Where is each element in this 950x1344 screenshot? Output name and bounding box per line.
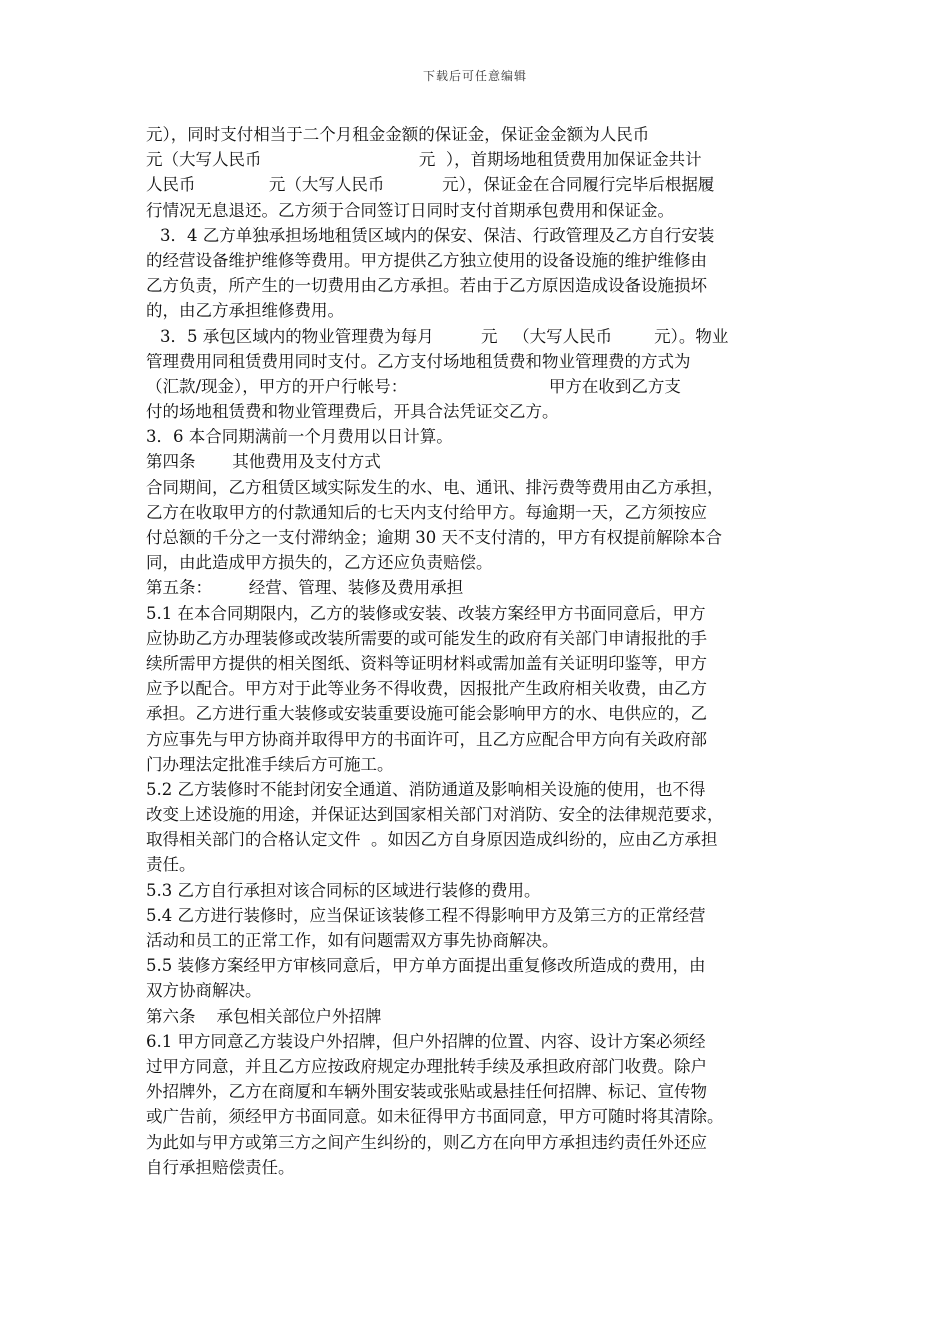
- body-line: 6.1 甲方同意乙方装设户外招牌，但户外招牌的位置、内容、设计方案必须经: [146, 1031, 706, 1051]
- body-line: 3．5 承包区域内的物业管理费为每月 元 （大写人民币 元）。物业: [160, 326, 729, 346]
- body-line: 5.1 在本合同期限内，乙方的装修或安装、改装方案经甲方书面同意后，甲方: [146, 603, 706, 623]
- body-line: 付总额的千分之一支付滞纳金；逾期 30 天不支付清的，甲方有权提前解除本合: [146, 528, 722, 547]
- body-line: 应协助乙方办理装修或改装所需要的或可能发生的政府有关部门申请报批的手: [146, 628, 707, 648]
- section-heading: 第四条 其他费用及支付方式: [146, 452, 381, 472]
- page-header-note: 下载后可任意编辑: [422, 69, 527, 83]
- body-line: 元），同时支付相当于二个月租金金额的保证金，保证金金额为人民币: [146, 125, 650, 144]
- body-line: 改变上述设施的用途，并保证达到国家相关部门对消防、安全的法律规范要求，: [146, 805, 724, 825]
- body-line: 3．6 本合同期满前一个月费用以日计算。: [146, 427, 453, 447]
- body-line: 外招牌外，乙方在商厦和车辆外围安装或张贴或悬挂任何招牌、标记、宣传物: [146, 1082, 707, 1102]
- body-line: 乙方负责，所产生的一切费用由乙方承担。若由于乙方原因造成设备设施损坏: [146, 276, 707, 296]
- body-line: （汇款/现金），甲方的开户行帐号： 甲方在收到乙方支: [146, 376, 681, 396]
- body-line: 5.3 乙方自行承担对该合同标的区域进行装修的费用。: [146, 880, 541, 900]
- section-heading: 第六条 承包相关部位户外招牌: [146, 1006, 382, 1026]
- body-line: 活动和员工的正常工作，如有问题需双方事先协商解决。: [146, 931, 559, 950]
- body-line: 双方协商解决。: [146, 981, 262, 1001]
- body-line: 5.5 装修方案经甲方审核同意后，甲方单方面提出重复修改所造成的费用，由: [146, 956, 706, 976]
- body-line: 的，由乙方承担维修费用。: [146, 301, 344, 321]
- body-line: 付的场地租赁费和物业管理费后，开具合法凭证交乙方。: [146, 402, 559, 422]
- body-line: 乙方在收取甲方的付款通知后的七天内支付给甲方。每逾期一天，乙方须按应: [146, 502, 707, 522]
- body-line: 取得相关部门的合格认定文件 。如因乙方自身原因造成纠纷的，应由乙方承担: [146, 830, 718, 850]
- body-line: 续所需甲方提供的相关图纸、资料等证明材料或需加盖有关证明印鉴等，甲方: [146, 653, 707, 673]
- body-line: 3．4 乙方单独承担场地租赁区域内的保安、保洁、行政管理及乙方自行安装: [160, 225, 715, 245]
- body-line: 承担。乙方进行重大装修或安装重要设施可能会影响甲方的水、电供应的，乙: [146, 704, 707, 724]
- body-line: 应予以配合。甲方对于此等业务不得收费，因报批产生政府相关收费，由乙方: [146, 679, 707, 699]
- section-heading: 第五条： 经营、管理、装修及费用承担: [146, 578, 464, 598]
- body-line: 人民币 元（大写人民币 元），保证金在合同履行完毕后根据履: [146, 175, 715, 195]
- document-body: [146, 122, 816, 1180]
- body-line: 合同期间，乙方租赁区域实际发生的水、电、通讯、排污费等费用由乙方承担，: [146, 477, 724, 497]
- body-line: 门办理法定批准手续后方可施工。: [146, 754, 394, 774]
- body-line: 行情况无息退还。乙方须于合同签订日同时支付首期承包费用和保证金。: [146, 200, 674, 220]
- body-line: 元（大写人民币 元 ），首期场地租赁费用加保证金共计: [146, 150, 702, 170]
- body-line: 的经营设备维护维修等费用。甲方提供乙方独立使用的设备设施的维护维修由: [146, 250, 707, 270]
- body-line: 过甲方同意，并且乙方应按政府规定办理批转手续及承担政府部门收费。除户: [146, 1056, 707, 1076]
- body-line: 或广告前，须经甲方书面同意。如未征得甲方书面同意，甲方可随时将其清除。: [146, 1107, 724, 1127]
- body-line: 责任。: [146, 855, 196, 875]
- body-line: 方应事先与甲方协商并取得甲方的书面许可，且乙方应配合甲方向有关政府部: [146, 729, 707, 749]
- body-line: 为此如与甲方或第三方之间产生纠纷的，则乙方在向甲方承担违约责任外还应: [146, 1132, 707, 1152]
- body-line: 管理费用同租赁费用同时支付。乙方支付场地租赁费和物业管理费的方式为: [146, 351, 691, 371]
- body-line: 5.4 乙方进行装修时，应当保证该装修工程不得影响甲方及第三方的正常经营: [146, 905, 706, 925]
- body-line: 同，由此造成甲方损失的，乙方还应负责赔偿。: [146, 553, 493, 573]
- body-line: 5.2 乙方装修时不能封闭安全通道、消防通道及影响相关设施的使用，也不得: [146, 779, 706, 799]
- body-line: 自行承担赔偿责任。: [146, 1157, 295, 1177]
